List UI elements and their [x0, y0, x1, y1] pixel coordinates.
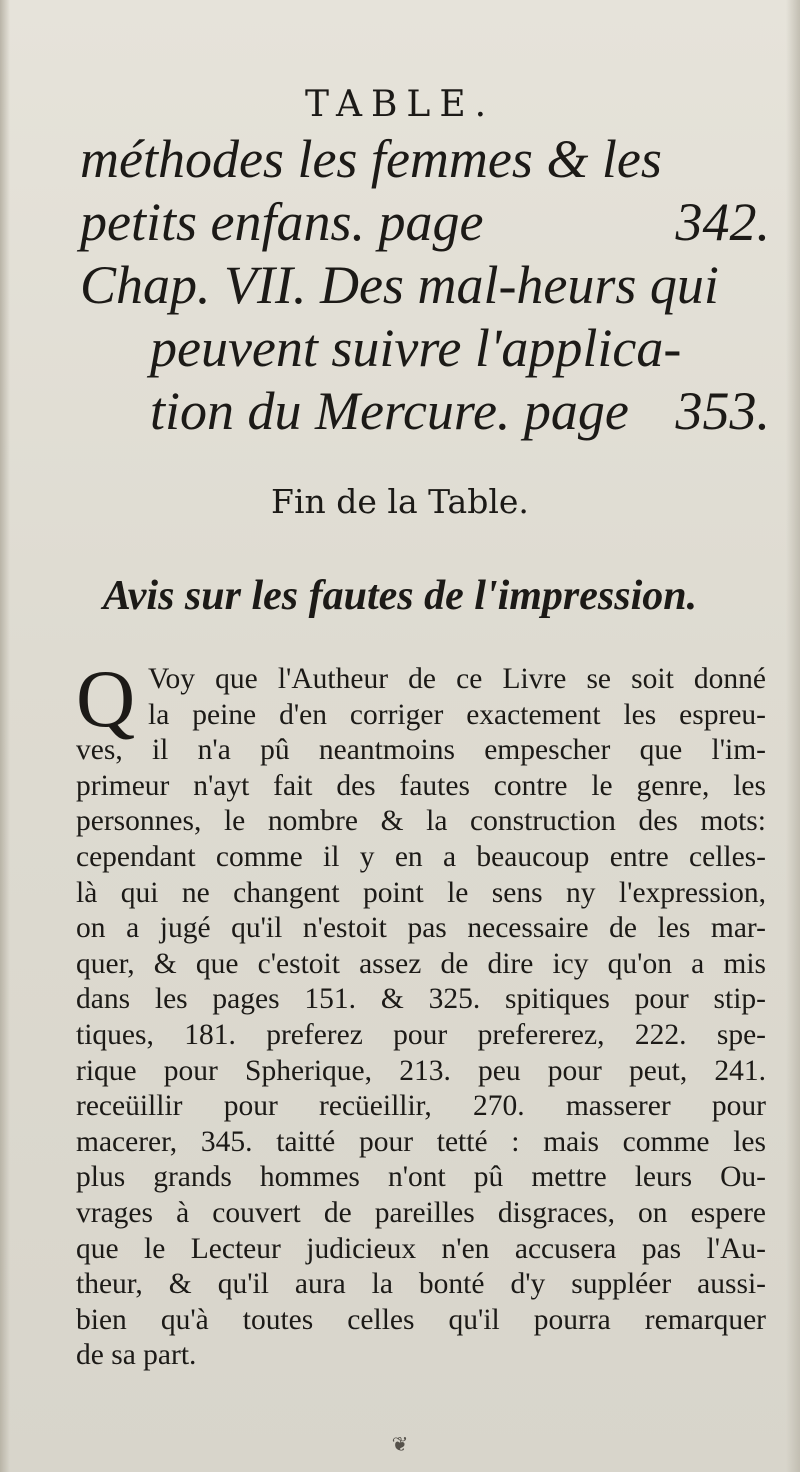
errata-body	[76, 653, 766, 1374]
errata-title: Avis sur les fautes de l'impression.	[102, 573, 698, 619]
body-line: la peine d'en corriger exactement les espreu-	[148, 698, 766, 731]
body-line: dans les pages 151. & 325. spitiques pour stip-	[76, 983, 766, 1016]
toc-line	[80, 191, 770, 254]
body-line: tiques, 181. preferez pour prefererez, 222. spe-	[76, 1018, 766, 1051]
toc-entry-text: tion du Mercure. page	[150, 381, 629, 441]
toc-page-number: 342.	[675, 192, 770, 252]
body-line: primeur n'ayt fait des fautes contre le genre, les	[76, 769, 766, 802]
body-line: rique pour Spherique, 213. peu pour peut, 241.	[76, 1054, 766, 1087]
body-line: quer, & que c'estoit assez de dire icy qu'on a mis	[76, 947, 766, 980]
toc-line	[80, 380, 770, 443]
body-line: plus grands hommes n'ont pû mettre leurs Ou-	[76, 1161, 766, 1194]
toc-line: Chap. VII. Des mal-heurs qui	[80, 255, 719, 315]
end-of-table: Fin de la Table.	[271, 482, 529, 521]
body-line: vrages à couvert de pareilles disgraces, on espere	[76, 1196, 766, 1229]
body-line: macerer, 345. taitté pour tetté : mais comme les	[76, 1125, 766, 1158]
toc-page-number: 353.	[675, 381, 770, 441]
toc-entry	[80, 128, 770, 254]
body-line: theur, & qu'il aura la bonté d'y suppléer aussi-	[76, 1268, 766, 1301]
body-line: on a jugé qu'il n'estoit pas necessaire de les mar-	[76, 912, 766, 945]
body-line: ves, il n'a pû neantmoins empescher que l'im-	[76, 734, 766, 767]
running-head: TABLE.	[304, 84, 496, 125]
table-of-contents	[80, 128, 770, 443]
body-line: bien qu'à toutes celles qu'il pourra remarquer	[76, 1303, 766, 1336]
toc-line: méthodes les femmes & les	[80, 129, 662, 189]
body-line: que le Lecteur judicieux n'en accusera pas l'Au-	[76, 1232, 766, 1265]
body-line: de sa part.	[76, 1339, 197, 1372]
ornament-icon: ❦	[391, 1432, 409, 1456]
drop-cap: Q	[76, 653, 136, 744]
body-line: receüillir pour recüeillir, 270. masserer pour	[76, 1090, 766, 1123]
body-line: cependant comme il y en a beaucoup entre celles-	[76, 840, 766, 873]
body-line: Voy que l'Autheur de ce Livre se soit donné	[148, 663, 766, 695]
toc-entry-text: petits enfans. page	[80, 192, 484, 252]
toc-entry	[80, 254, 770, 443]
body-line: personnes, le nombre & la construction des mots:	[76, 805, 766, 838]
toc-line: peuvent suivre l'applica-	[150, 318, 682, 378]
body-line: là qui ne changent point le sens ny l'expression,	[76, 876, 766, 909]
